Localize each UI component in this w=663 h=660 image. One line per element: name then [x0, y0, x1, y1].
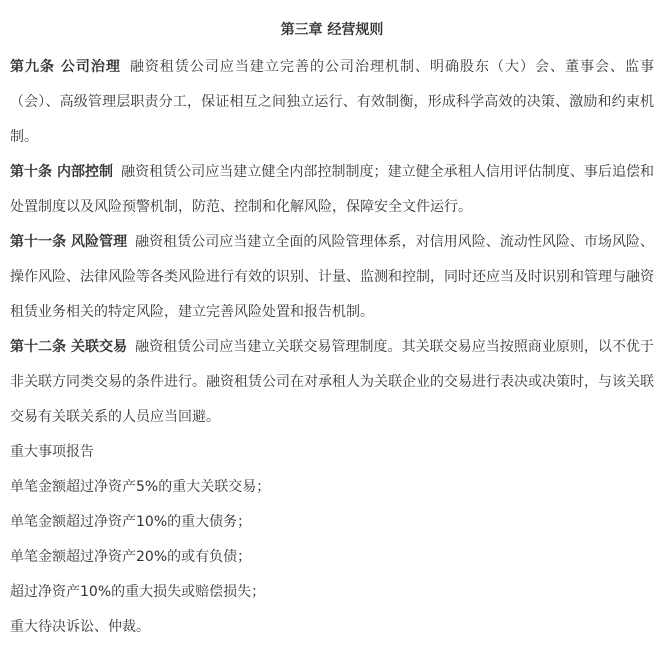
report-item: 单笔金额超过净资产20%的或有负债； [10, 549, 252, 565]
article-9-body: 融资租赁公司应当建立完善的公司治理机制、明确股东（大）会、董事会、监事（会）、高级管理层职责分工，保证相互之间独立运行、有效制衡，形成科学高效的决策、激励和约束机制。 [10, 59, 655, 145]
article-12-title: 第十二条 关联交易 [10, 339, 128, 355]
report-section-heading: 重大事项报告 [10, 444, 94, 460]
article-10-title: 第十条 内部控制 [10, 164, 114, 180]
article-10-body: 融资租赁公司应当建立健全内部控制制度；建立健全承租人信用评估制度、事后追偿和处置制度以及风险预警机制，防范、控制和化解风险，保障安全文件运行。 [10, 164, 655, 215]
report-item: 单笔金额超过净资产10%的重大债务； [10, 514, 252, 530]
report-item: 重大待决诉讼、仲裁。 [10, 619, 150, 635]
chapter-title: 第三章 经营规则 [280, 22, 384, 38]
article-10 [10, 155, 654, 225]
article-11 [10, 225, 654, 330]
document-page [0, 20, 663, 660]
article-9-title: 第九条 公司治理 [10, 59, 121, 75]
report-item: 超过净资产10%的重大损失或赔偿损失； [10, 584, 266, 600]
article-12 [10, 330, 654, 435]
report-item: 单笔金额超过净资产5%的重大关联交易； [10, 479, 271, 495]
article-9 [10, 50, 654, 155]
article-12-body: 融资租赁公司应当建立关联交易管理制度。其关联交易应当按照商业原则，以不优于非关联方同类交易的条件进行。融资租赁公司在对承租人为关联企业的交易进行表决或决策时，与该关联交易有关联关系的人员应当回避。 [10, 339, 654, 425]
article-11-body: 融资租赁公司应当建立全面的风险管理体系，对信用风险、流动性风险、市场风险、操作风险、法律风险等各类风险进行有效的识别、计量、监测和控制，同时还应当及时识别和管理与融资租赁业务相关的特定风险，建立完善风险处置和报告机制。 [10, 234, 654, 320]
article-11-title: 第十一条 风险管理 [10, 234, 128, 250]
